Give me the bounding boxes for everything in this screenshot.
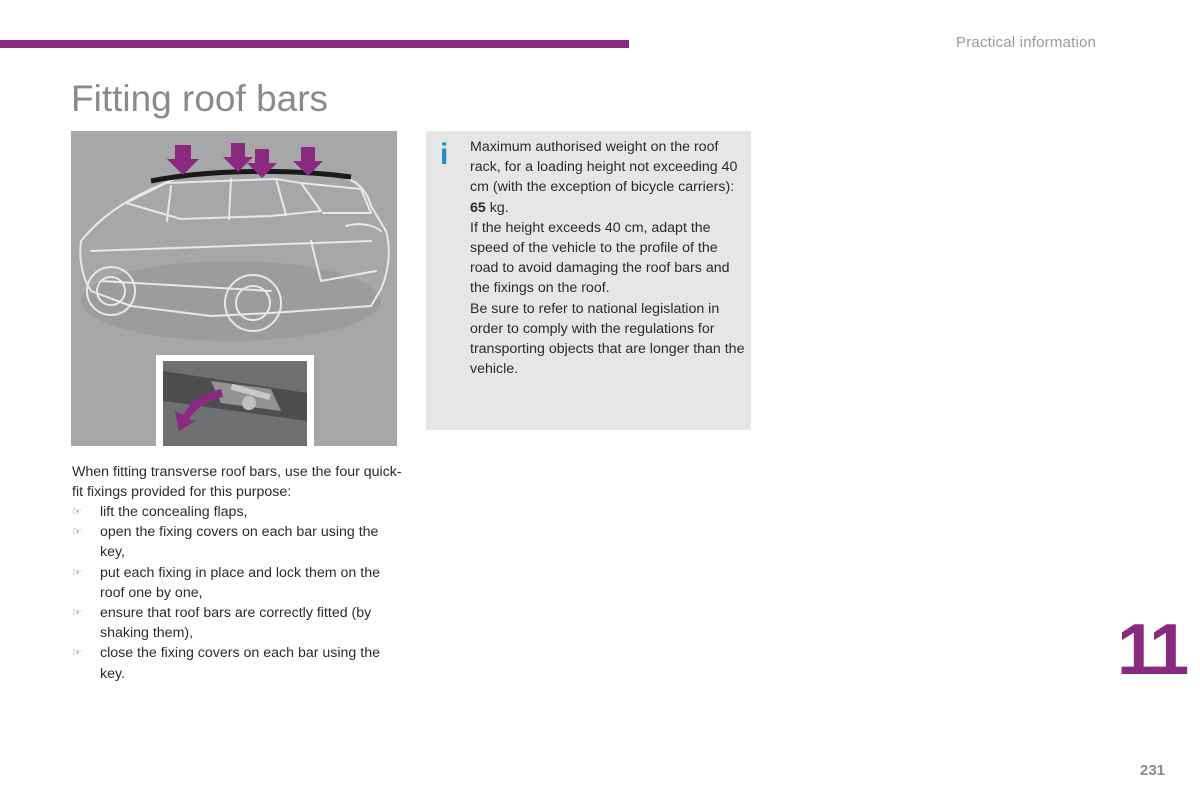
list-item: ☞ ensure that roof bars are correctly fitted (by shaking them), [72,605,372,642]
info-paragraph-weight: Maximum authorised weight on the roof rack, for a loading height not exceeding 40 cm (with the exception of bicycle carriers): 65 kg. [470,139,738,216]
list-item: ☞ lift the concealing flaps, [72,502,402,522]
info-text [470,137,748,379]
section-header: Practical information [956,34,1097,51]
info-icon: i [440,138,449,171]
car-roof-bars-illustration [71,131,397,446]
instructions-steps [72,502,402,684]
list-item: ☞ open the fixing covers on each bar using the key, [72,524,379,561]
pointing-hand-icon: ☞ [72,565,82,579]
list-item: ☞ put each fixing in place and lock them on the roof one by one, [72,564,380,601]
page-title: Fitting roof bars [71,78,329,119]
pointing-hand-icon: ☞ [72,646,82,660]
pointing-hand-icon: ☞ [72,525,82,539]
pointing-hand-icon: ☞ [72,606,82,620]
instructions-intro: When fitting transverse roof bars, use the four quick-fit fixings provided for this purpose: [72,464,402,501]
header-accent-bar [0,40,629,48]
info-paragraph-speed: If the height exceeds 40 cm, adapt the speed of the vehicle to the profile of the road to avoid damaging the roof bars and the fixings on the roof. [470,219,730,297]
page-number: 231 [1140,762,1166,779]
info-box [426,131,751,430]
info-paragraph-legislation: Be sure to refer to national legislation in order to comply with the regulations for transporting objects that are longer than the vehicle. [470,300,745,378]
pointing-hand-icon: ☞ [72,505,82,518]
max-weight-value: 65 [470,199,486,216]
chapter-number: 11 [1117,610,1186,690]
list-item: ☞ close the fixing covers on each bar using the key. [72,645,380,682]
